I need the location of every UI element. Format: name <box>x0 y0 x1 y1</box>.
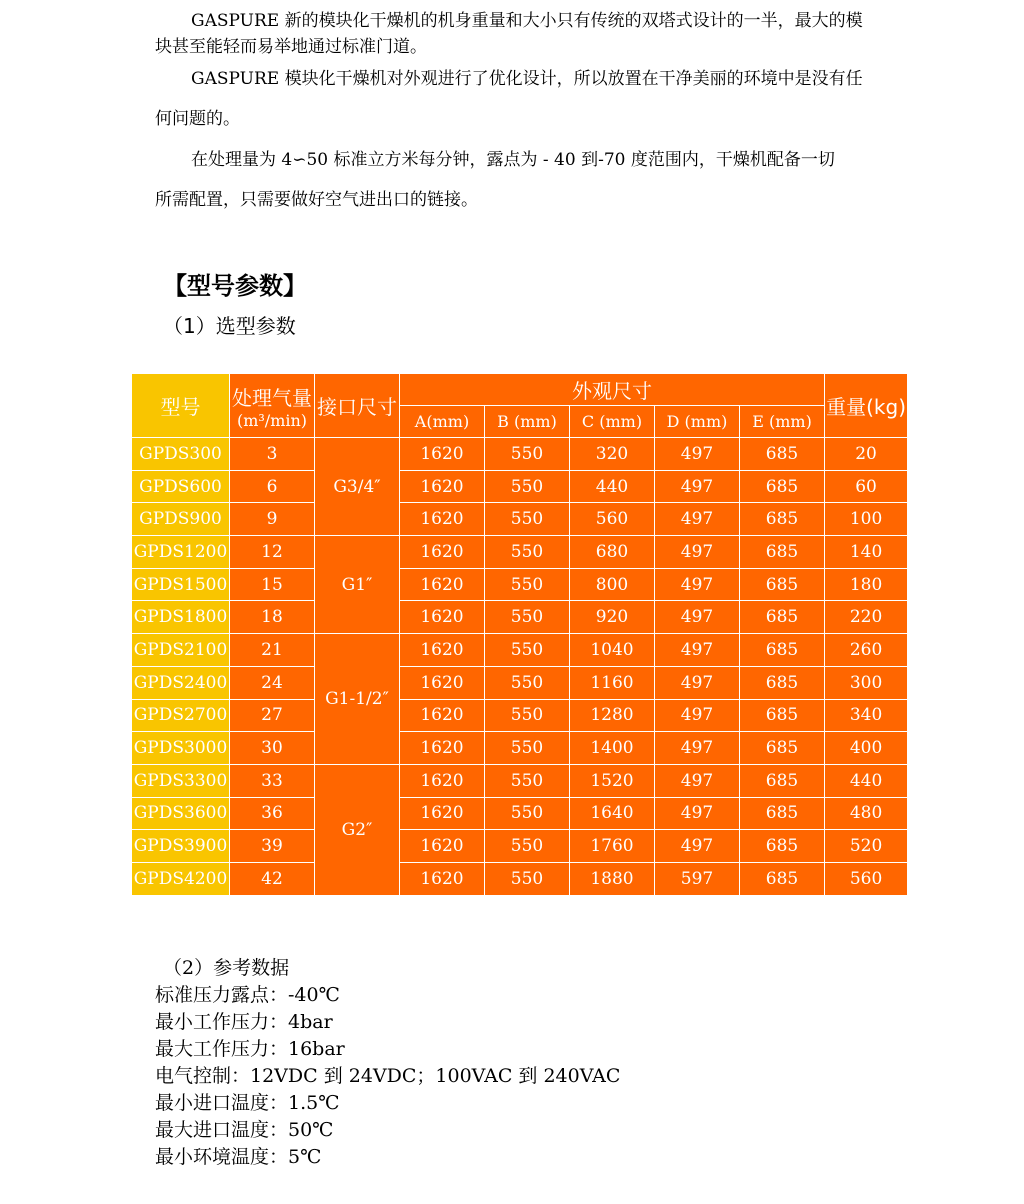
cell-c: 800 <box>570 568 655 601</box>
cell-weight: 140 <box>825 536 908 569</box>
cell-a: 1620 <box>400 470 485 503</box>
reference-item: 标准压力露点：-40℃ <box>155 984 340 1006</box>
cell-flow: 9 <box>230 503 315 536</box>
cell-d: 497 <box>655 732 740 765</box>
cell-model: GPDS1200 <box>132 536 230 569</box>
cell-a: 1620 <box>400 503 485 536</box>
cell-a: 1620 <box>400 764 485 797</box>
cell-a: 1620 <box>400 536 485 569</box>
cell-c: 1640 <box>570 797 655 830</box>
header-port: 接口尺寸 <box>315 374 400 438</box>
cell-model: GPDS600 <box>132 470 230 503</box>
intro-p2-line1: GASPURE 模块化干燥机对外观进行了优化设计，所以放置在干净美丽的环境中是没有任 <box>191 69 863 89</box>
cell-e: 685 <box>740 699 825 732</box>
cell-weight: 180 <box>825 568 908 601</box>
cell-e: 685 <box>740 764 825 797</box>
cell-b: 550 <box>485 666 570 699</box>
cell-e: 685 <box>740 830 825 863</box>
cell-a: 1620 <box>400 797 485 830</box>
cell-b: 550 <box>485 536 570 569</box>
reference-section <box>155 955 620 1171</box>
cell-a: 1620 <box>400 862 485 895</box>
intro-paragraph-1 <box>155 6 875 58</box>
cell-e: 685 <box>740 536 825 569</box>
table-row <box>132 634 908 667</box>
cell-model: GPDS4200 <box>132 862 230 895</box>
cell-b: 550 <box>485 764 570 797</box>
table-row <box>132 470 908 503</box>
cell-c: 1040 <box>570 634 655 667</box>
cell-d: 497 <box>655 601 740 634</box>
reference-item: 电气控制：12VDC 到 24VDC；100VAC 到 240VAC <box>155 1065 621 1087</box>
cell-b: 550 <box>485 699 570 732</box>
header-weight: 重量(kg) <box>825 374 908 438</box>
cell-flow: 12 <box>230 536 315 569</box>
cell-model: GPDS3300 <box>132 764 230 797</box>
cell-b: 550 <box>485 634 570 667</box>
cell-weight: 520 <box>825 830 908 863</box>
header-b: B (mm) <box>485 406 570 438</box>
cell-a: 1620 <box>400 601 485 634</box>
cell-e: 685 <box>740 634 825 667</box>
cell-c: 440 <box>570 470 655 503</box>
table-row <box>132 601 908 634</box>
reference-item: 最小工作压力：4bar <box>155 1011 333 1033</box>
cell-a: 1620 <box>400 568 485 601</box>
intro-p3-line1: 在处理量为 4∽50 标准立方米每分钟，露点为 - 40 到-70 度范围内，干燥机配备一切 <box>191 150 835 170</box>
cell-flow: 42 <box>230 862 315 895</box>
table-row <box>132 862 908 895</box>
cell-model: GPDS2400 <box>132 666 230 699</box>
cell-port: G1″ <box>315 536 400 634</box>
header-flow <box>230 374 315 438</box>
cell-a: 1620 <box>400 438 485 471</box>
intro-p2-line2: 何问题的。 <box>155 109 240 129</box>
cell-e: 685 <box>740 438 825 471</box>
cell-flow: 24 <box>230 666 315 699</box>
header-dimensions: 外观尺寸 <box>400 374 825 406</box>
cell-d: 497 <box>655 438 740 471</box>
cell-d: 597 <box>655 862 740 895</box>
cell-weight: 100 <box>825 503 908 536</box>
table-row <box>132 699 908 732</box>
reference-item: 最小环境温度：5℃ <box>155 1146 322 1168</box>
table-row <box>132 830 908 863</box>
cell-weight: 20 <box>825 438 908 471</box>
cell-b: 550 <box>485 797 570 830</box>
spec-table <box>131 373 908 896</box>
cell-weight: 60 <box>825 470 908 503</box>
cell-port: G2″ <box>315 764 400 895</box>
section-subheading: （1）选型参数 <box>163 314 296 338</box>
header-flow-label: 处理气量 <box>232 385 312 410</box>
cell-a: 1620 <box>400 699 485 732</box>
header-model: 型号 <box>132 374 230 438</box>
cell-e: 685 <box>740 601 825 634</box>
cell-c: 1880 <box>570 862 655 895</box>
header-flow-unit: (m³/min) <box>236 410 308 430</box>
cell-flow: 36 <box>230 797 315 830</box>
cell-c: 920 <box>570 601 655 634</box>
reference-item: 最小进口温度：1.5℃ <box>155 1092 340 1114</box>
cell-c: 1280 <box>570 699 655 732</box>
cell-c: 680 <box>570 536 655 569</box>
cell-model: GPDS1500 <box>132 568 230 601</box>
table-row <box>132 503 908 536</box>
cell-c: 1520 <box>570 764 655 797</box>
cell-flow: 18 <box>230 601 315 634</box>
cell-weight: 300 <box>825 666 908 699</box>
cell-model: GPDS3000 <box>132 732 230 765</box>
header-d: D (mm) <box>655 406 740 438</box>
cell-d: 497 <box>655 634 740 667</box>
table-row <box>132 438 908 471</box>
cell-weight: 400 <box>825 732 908 765</box>
cell-weight: 440 <box>825 764 908 797</box>
reference-title: （2）参考数据 <box>163 957 290 979</box>
cell-flow: 27 <box>230 699 315 732</box>
table-row <box>132 666 908 699</box>
cell-b: 550 <box>485 830 570 863</box>
cell-port: G3/4″ <box>315 438 400 536</box>
cell-c: 560 <box>570 503 655 536</box>
table-row <box>132 568 908 601</box>
cell-b: 550 <box>485 503 570 536</box>
cell-model: GPDS900 <box>132 503 230 536</box>
cell-d: 497 <box>655 536 740 569</box>
cell-port: G1-1/2″ <box>315 634 400 765</box>
reference-item: 最大工作压力：16bar <box>155 1038 345 1060</box>
cell-b: 550 <box>485 470 570 503</box>
cell-d: 497 <box>655 503 740 536</box>
cell-e: 685 <box>740 862 825 895</box>
cell-e: 685 <box>740 503 825 536</box>
cell-d: 497 <box>655 666 740 699</box>
table-row <box>132 797 908 830</box>
intro-paragraph-2 <box>155 64 875 129</box>
cell-model: GPDS300 <box>132 438 230 471</box>
intro-p1-line1: GASPURE 新的模块化干燥机的机身重量和大小只有传统的双塔式设计的一半，最大的模 <box>191 11 863 31</box>
cell-e: 685 <box>740 568 825 601</box>
cell-model: GPDS3600 <box>132 797 230 830</box>
header-c: C (mm) <box>570 406 655 438</box>
cell-flow: 15 <box>230 568 315 601</box>
cell-d: 497 <box>655 797 740 830</box>
cell-e: 685 <box>740 732 825 765</box>
intro-p3-line2: 所需配置，只需要做好空气进出口的链接。 <box>155 190 478 210</box>
cell-weight: 340 <box>825 699 908 732</box>
section-heading: 【型号参数】 <box>163 272 307 300</box>
intro-paragraph-3 <box>155 145 875 210</box>
cell-model: GPDS2700 <box>132 699 230 732</box>
cell-d: 497 <box>655 699 740 732</box>
cell-b: 550 <box>485 862 570 895</box>
table-row <box>132 732 908 765</box>
cell-c: 1760 <box>570 830 655 863</box>
cell-c: 1400 <box>570 732 655 765</box>
header-e: E (mm) <box>740 406 825 438</box>
table-row <box>132 536 908 569</box>
cell-b: 550 <box>485 568 570 601</box>
cell-b: 550 <box>485 438 570 471</box>
cell-flow: 39 <box>230 830 315 863</box>
cell-weight: 560 <box>825 862 908 895</box>
cell-weight: 480 <box>825 797 908 830</box>
cell-e: 685 <box>740 666 825 699</box>
cell-a: 1620 <box>400 732 485 765</box>
cell-c: 320 <box>570 438 655 471</box>
cell-a: 1620 <box>400 830 485 863</box>
cell-flow: 21 <box>230 634 315 667</box>
cell-d: 497 <box>655 830 740 863</box>
cell-flow: 30 <box>230 732 315 765</box>
cell-b: 550 <box>485 601 570 634</box>
table-row <box>132 764 908 797</box>
cell-d: 497 <box>655 470 740 503</box>
reference-item: 最大进口温度：50℃ <box>155 1119 334 1141</box>
cell-d: 497 <box>655 764 740 797</box>
cell-b: 550 <box>485 732 570 765</box>
header-a: A(mm) <box>400 406 485 438</box>
cell-model: GPDS2100 <box>132 634 230 667</box>
cell-c: 1160 <box>570 666 655 699</box>
intro-p1-line2: 块甚至能轻而易举地通过标准门道。 <box>155 37 427 57</box>
cell-flow: 3 <box>230 438 315 471</box>
cell-flow: 6 <box>230 470 315 503</box>
cell-d: 497 <box>655 568 740 601</box>
cell-a: 1620 <box>400 666 485 699</box>
cell-e: 685 <box>740 470 825 503</box>
cell-e: 685 <box>740 797 825 830</box>
cell-weight: 220 <box>825 601 908 634</box>
cell-weight: 260 <box>825 634 908 667</box>
cell-flow: 33 <box>230 764 315 797</box>
cell-model: GPDS3900 <box>132 830 230 863</box>
cell-model: GPDS1800 <box>132 601 230 634</box>
cell-a: 1620 <box>400 634 485 667</box>
